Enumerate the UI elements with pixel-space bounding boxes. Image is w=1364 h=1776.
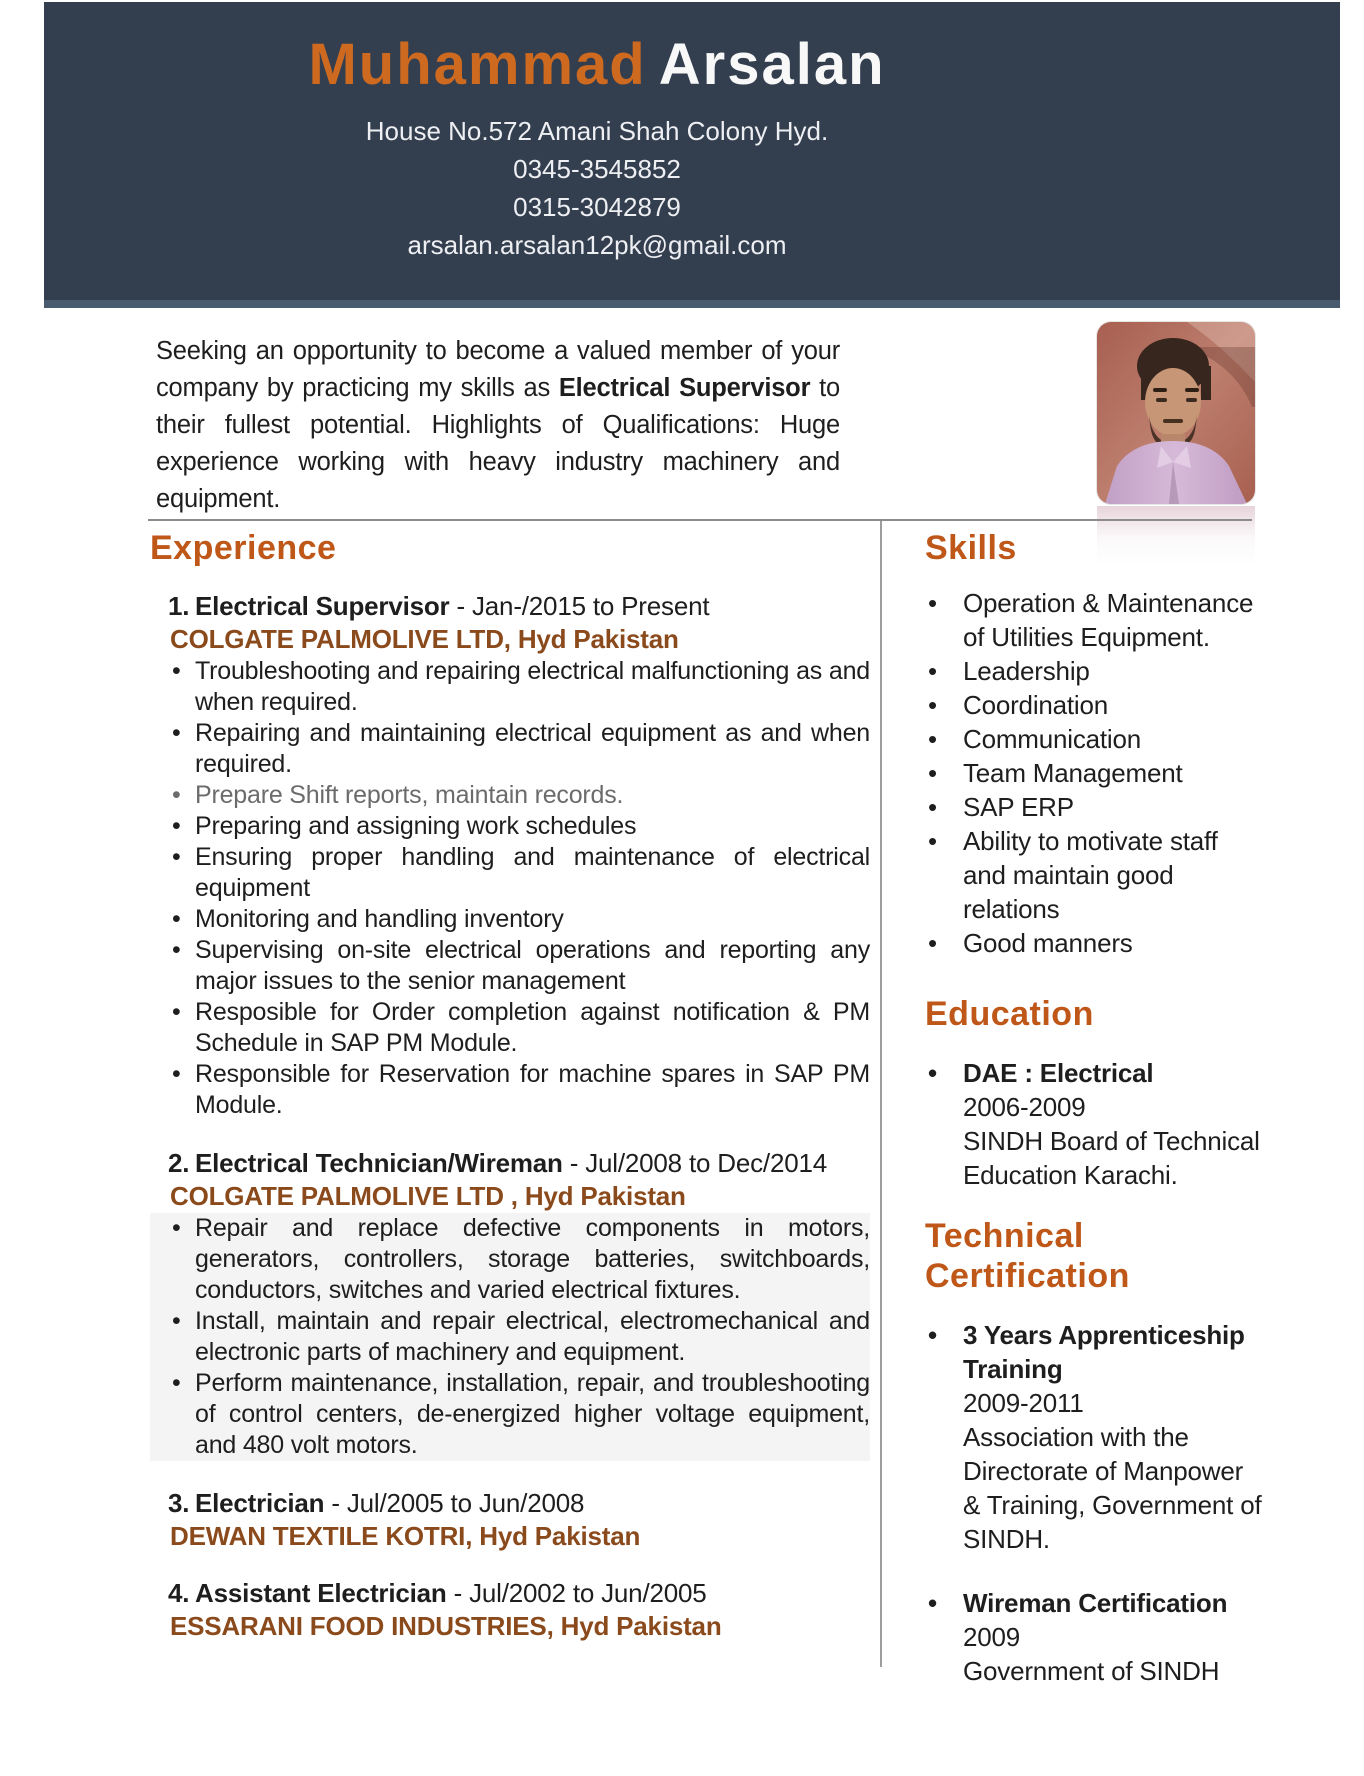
bullet: • Monitoring and handling inventory xyxy=(150,904,870,935)
experience-section xyxy=(150,528,870,1643)
skill-item: • Team Management xyxy=(925,756,1265,790)
job-4-title xyxy=(150,1577,870,1610)
education-entry xyxy=(925,1056,1265,1192)
contact-block xyxy=(44,112,1150,264)
skill-item: • SAP ERP xyxy=(925,790,1265,824)
header-inner xyxy=(44,2,1150,264)
header-band xyxy=(44,2,1340,308)
certification-heading-line2: Certification xyxy=(925,1257,1130,1295)
skill-item: • Good manners xyxy=(925,926,1265,960)
job-3-title xyxy=(150,1487,870,1520)
certification-name: • 3 Years Apprenticeship Training xyxy=(925,1318,1265,1386)
degree-institution: SINDH Board of Technical Education Karachi. xyxy=(963,1126,1260,1190)
sidebar-column xyxy=(925,528,1265,1688)
job-number: 1. xyxy=(168,591,190,621)
bullet: • Ensuring proper handling and maintenance of electrical equipment xyxy=(150,842,870,904)
job-4-company: ESSARANI FOOD INDUSTRIES, Hyd Pakistan xyxy=(170,1611,722,1641)
skills-list xyxy=(925,586,1265,960)
job-number: 4. xyxy=(168,1578,190,1608)
certification-years: 2009 xyxy=(963,1622,1021,1652)
column-divider xyxy=(880,521,882,1667)
certification-heading-line1: Technical xyxy=(925,1217,1084,1255)
job-3-company: DEWAN TEXTILE KOTRI, Hyd Pakistan xyxy=(170,1521,641,1551)
certification-years: 2009-2011 xyxy=(963,1388,1084,1418)
job-1-bullets xyxy=(150,656,870,1121)
degree-name: • DAE : Electrical xyxy=(925,1056,1265,1090)
summary-bold-role: Electrical Supervisor xyxy=(558,374,811,402)
summary-paragraph xyxy=(156,333,840,518)
job-number: 2. xyxy=(168,1148,190,1178)
bullet: • Troubleshooting and repairing electrical malfunctioning as and when required. xyxy=(150,656,870,718)
skill-item: • Coordination xyxy=(925,688,1265,722)
job-1 xyxy=(150,590,870,1121)
job-role: Electrician xyxy=(195,1488,325,1518)
horizontal-divider xyxy=(148,519,1252,521)
bullet: • Resposible for Order completion against notification & PM Schedule in SAP PM Module. xyxy=(150,997,870,1059)
portrait-illustration xyxy=(1097,322,1255,504)
address-line: House No.572 Amani Shah Colony Hyd. xyxy=(365,116,829,146)
last-name: Arsalan xyxy=(658,32,886,97)
job-1-title xyxy=(150,590,870,623)
job-1-company: COLGATE PALMOLIVE LTD, Hyd Pakistan xyxy=(170,624,679,654)
job-role: Electrical Supervisor xyxy=(195,591,450,621)
skills-heading: Skills xyxy=(925,529,1017,567)
job-4 xyxy=(150,1577,870,1643)
degree-years: 2006-2009 xyxy=(963,1092,1086,1122)
email-address: arsalan.arsalan12pk@gmail.com xyxy=(407,230,787,260)
phone-secondary: 0315-3042879 xyxy=(513,192,681,222)
bullet-highlighted: • Repair and replace defective components in motors, generators, controllers, storage batteries, switchboards, conductors, switches and varied electrical fixtures. xyxy=(150,1213,870,1306)
job-2-company: COLGATE PALMOLIVE LTD , Hyd Pakistan xyxy=(170,1181,686,1211)
phone-primary: 0345-3545852 xyxy=(513,154,681,184)
first-name: Muhammad xyxy=(308,32,647,97)
bullet: • Preparing and assigning work schedules xyxy=(150,811,870,842)
profile-photo xyxy=(1097,322,1255,504)
job-2-bullets xyxy=(150,1213,870,1461)
job-number: 3. xyxy=(168,1488,190,1518)
experience-heading: Experience xyxy=(150,529,337,567)
bullet: • Repairing and maintaining electrical equipment as and when required. xyxy=(150,718,870,780)
bullet-muted: • Prepare Shift reports, maintain records. xyxy=(150,780,870,811)
certification-entry-1 xyxy=(925,1318,1265,1556)
job-role: Assistant Electrician xyxy=(195,1578,447,1608)
skill-item: • Ability to motivate staff and maintain good relations xyxy=(925,824,1265,926)
job-2 xyxy=(150,1147,870,1461)
education-heading: Education xyxy=(925,995,1094,1033)
job-dates: - Jul/2008 to Dec/2014 xyxy=(569,1148,827,1178)
candidate-name xyxy=(44,34,1150,96)
certification-issuer: Government of SINDH xyxy=(963,1656,1220,1686)
certification-name: • Wireman Certification xyxy=(925,1586,1265,1620)
bullet: • Responsible for Reservation for machine spares in SAP PM Module. xyxy=(150,1059,870,1121)
bullet: • Supervising on-site electrical operations and reporting any major issues to the senior management xyxy=(150,935,870,997)
certification-issuer: Association with the Directorate of Manpower & Training, Government of SINDH. xyxy=(963,1422,1262,1554)
job-3 xyxy=(150,1487,870,1553)
job-dates: - Jul/2002 to Jun/2005 xyxy=(453,1578,707,1608)
skill-item: • Communication xyxy=(925,722,1265,756)
job-dates: - Jul/2005 to Jun/2008 xyxy=(331,1488,585,1518)
job-role: Electrical Technician/Wireman xyxy=(195,1148,563,1178)
bullet-highlighted: • Perform maintenance, installation, repair, and troubleshooting of control centers, de-energized higher voltage equipment, and 480 volt motors. xyxy=(150,1368,870,1461)
summary-text-after: to their fullest potential. Highlights of Qualifications: Huge experience working with heavy industry machinery and equipment. xyxy=(156,374,840,513)
job-dates: - Jan-/2015 to Present xyxy=(456,591,710,621)
certification-heading xyxy=(925,1216,1265,1296)
certification-entry-2 xyxy=(925,1586,1265,1688)
job-2-title xyxy=(150,1147,870,1180)
summary-text-before: Seeking an opportunity to become a valued member of your company by practicing my skills as xyxy=(156,337,840,402)
skill-item: • Leadership xyxy=(925,654,1265,688)
skill-item: • Operation & Maintenance of Utilities Equipment. xyxy=(925,586,1265,654)
bullet-highlighted: • Install, maintain and repair electrical, electromechanical and electronic parts of machinery and equipment. xyxy=(150,1306,870,1368)
